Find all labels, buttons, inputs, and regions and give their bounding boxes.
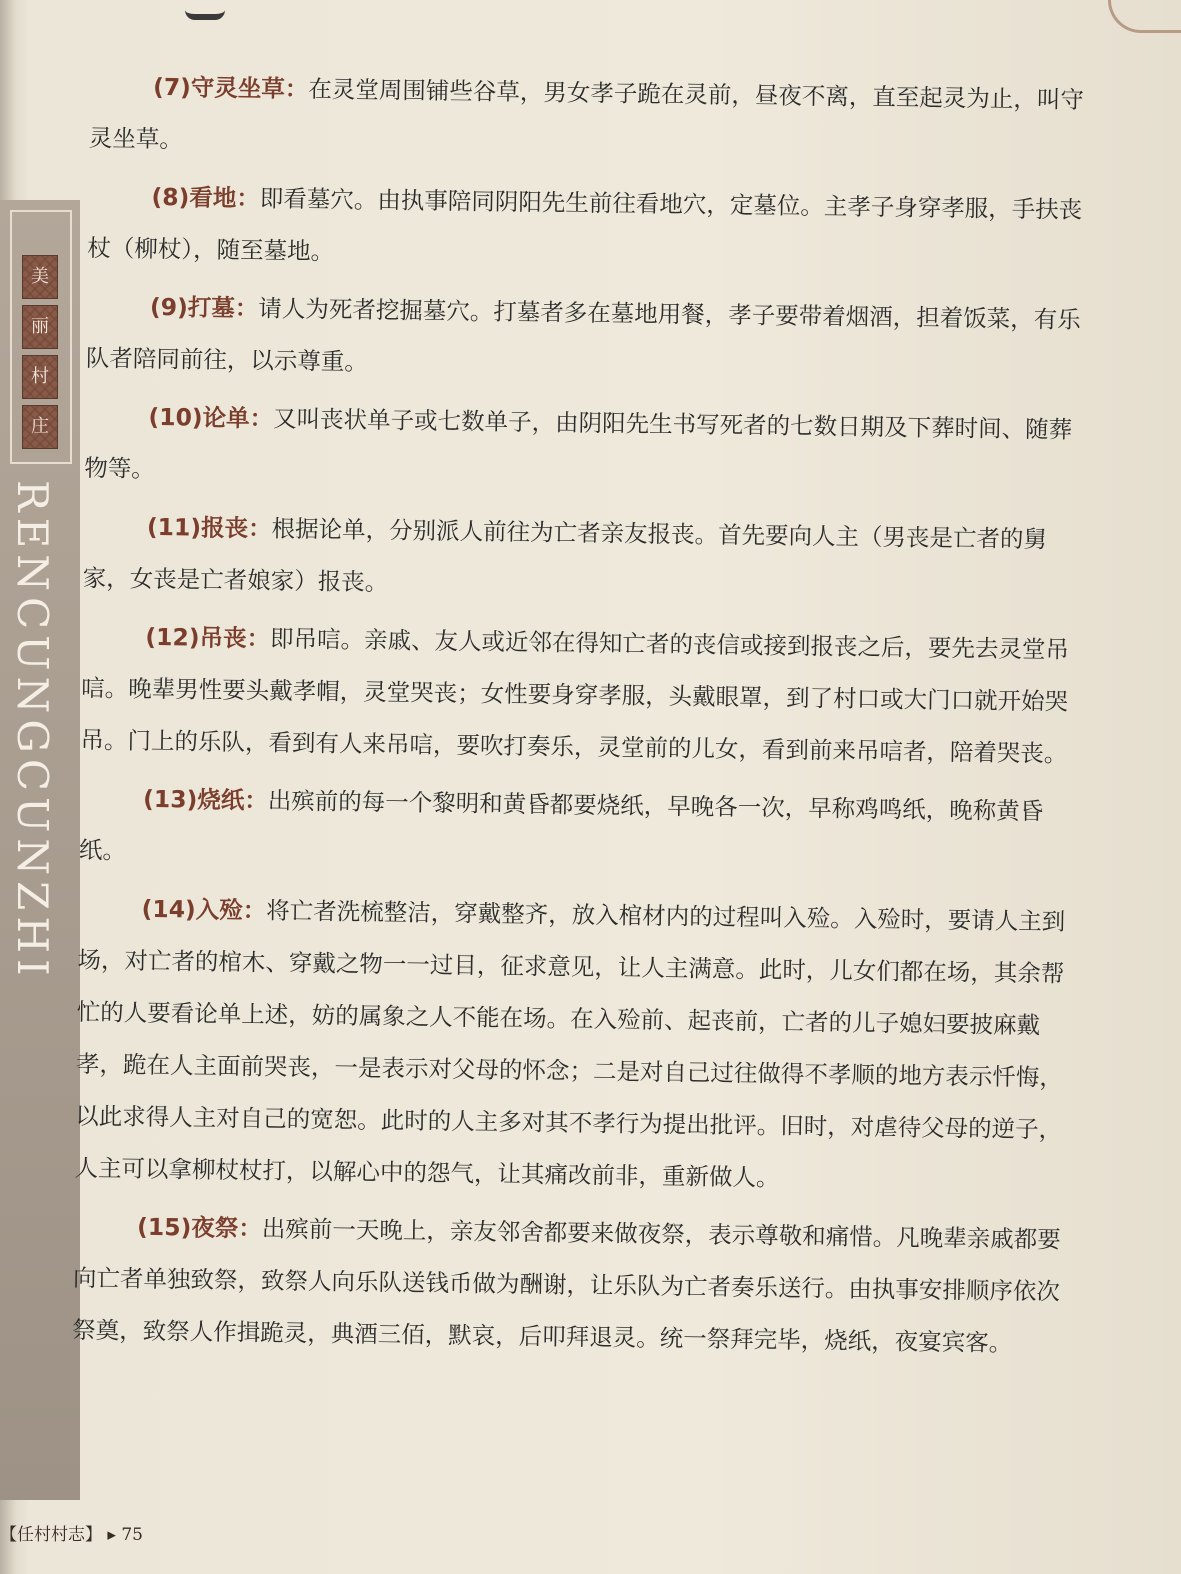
page-corner-ornament [1108,0,1181,33]
footer-arrow-icon: ▸ [107,1525,116,1545]
entry-text: 请人为死者挖掘墓穴。打墓者多在墓地用餐，孝子要带着烟酒，担着饭菜，有乐队者陪同前往，以示尊重。 [85,294,1081,376]
entry-text: 出殡前一天晚上，亲友邻舍都要来做夜祭，表示尊敬和痛惜。凡晚辈亲戚都要向亡者单独致祭，致祭人向乐队送钱币做为酬谢，让乐队为亡者奏乐送行。由执事安排顺序依次祭奠，致祭人作揖跪灵，典酒三佰，默哀，后叩拜退灵。统一祭拜完毕，烧纸，夜宴宾客。 [72,1214,1061,1357]
entry-heading: (14)入殓： [141,894,267,925]
entry-12 [80,610,1092,780]
entry-14 [74,882,1088,1208]
entry-heading: (15)夜祭： [136,1212,263,1243]
entry-7 [89,60,1100,178]
entry-heading: (9)打墓： [149,292,259,323]
entry-text: 又叫丧状单子或七数单子，由阴阳先生书写死者的七数日期及下葬时间、随葬物等。 [84,404,1073,483]
side-char-1: 美 [22,255,58,299]
footer-book-title: 【任村村志】 [0,1525,102,1545]
top-ink-mark [185,0,225,20]
entry-text: 即看墓穴。由执事陪同阴阳先生前往看地穴，定墓位。主孝子身穿孝服，手扶丧杖（柳杖），随至墓地。 [87,184,1083,266]
side-band [0,200,80,1500]
entry-text: 出殡前的每一个黎明和黄昏都要烧纸，早晚各一次，早称鸡鸣纸，晚称黄昏纸。 [78,786,1044,865]
entry-heading: (7)守灵坐草： [152,72,309,104]
entry-9 [85,280,1096,398]
entry-15 [72,1200,1084,1370]
entry-heading: (13)烧纸： [142,784,268,815]
side-char-4: 庄 [22,405,58,449]
entry-text: 将亡者洗梳整洁，穿戴整齐，放入棺材内的过程叫入殓。入殓时，要请人主到场，对亡者的棺木、穿戴之物一一过目，征求意见，让人主满意。此时，儿女们都在场，其余帮忙的人要看论单上述，妨的属象之人不能在场。在入殓前、起丧前，亡者的儿子媳妇要披麻戴孝，跪在人主面前哭丧，一是表示对父母的怀念；二是对自己过往做得不孝顺的地方表示忏悔，以此求得人主对自己的宽恕。此时的人主多对其不孝行为提出批评。旧时，对虐待父母的逆子，人主可以拿柳杖杖打，以解心中的怨气，让其痛改前非，重新做人。 [74,896,1066,1192]
entry-text: 即吊唁。亲戚、友人或近邻在得知亡者的丧信或接到报丧之后，要先去灵堂吊唁。晚辈男性要头戴孝帽，灵堂哭丧；女性要身穿孝服，头戴眼罩，到了村口或大门口就开始哭吊。门上的乐队，看到有人来吊唁，要吹打奏乐，灵堂前的儿女，看到前来吊唁者，陪着哭丧。 [80,624,1070,768]
entry-heading: (12)吊丧： [145,622,271,653]
entry-heading: (8)看地： [151,182,261,213]
entry-10 [84,390,1095,508]
entry-13 [79,772,1090,890]
entry-heading: (10)论单： [148,402,274,433]
entry-text: 在灵堂周围铺些谷草，男女孝子跪在灵前，昼夜不离，直至起灵为止，叫守灵坐草。 [88,75,1085,154]
side-latin-title: RENCUNGCUNZHI [8,480,57,982]
main-text [72,60,1100,1376]
entry-heading: (11)报丧： [146,512,272,543]
side-char-2: 丽 [22,305,58,349]
page-number: 75 [121,1525,143,1545]
entry-11 [82,500,1093,618]
entry-text: 根据论单，分别派人前往为亡者亲友报丧。首先要向人主（男丧是亡者的舅家，女丧是亡者娘家）报丧。 [82,514,1048,597]
entry-8 [87,170,1098,288]
side-char-3: 村 [22,355,58,399]
page-footer [0,1520,143,1545]
